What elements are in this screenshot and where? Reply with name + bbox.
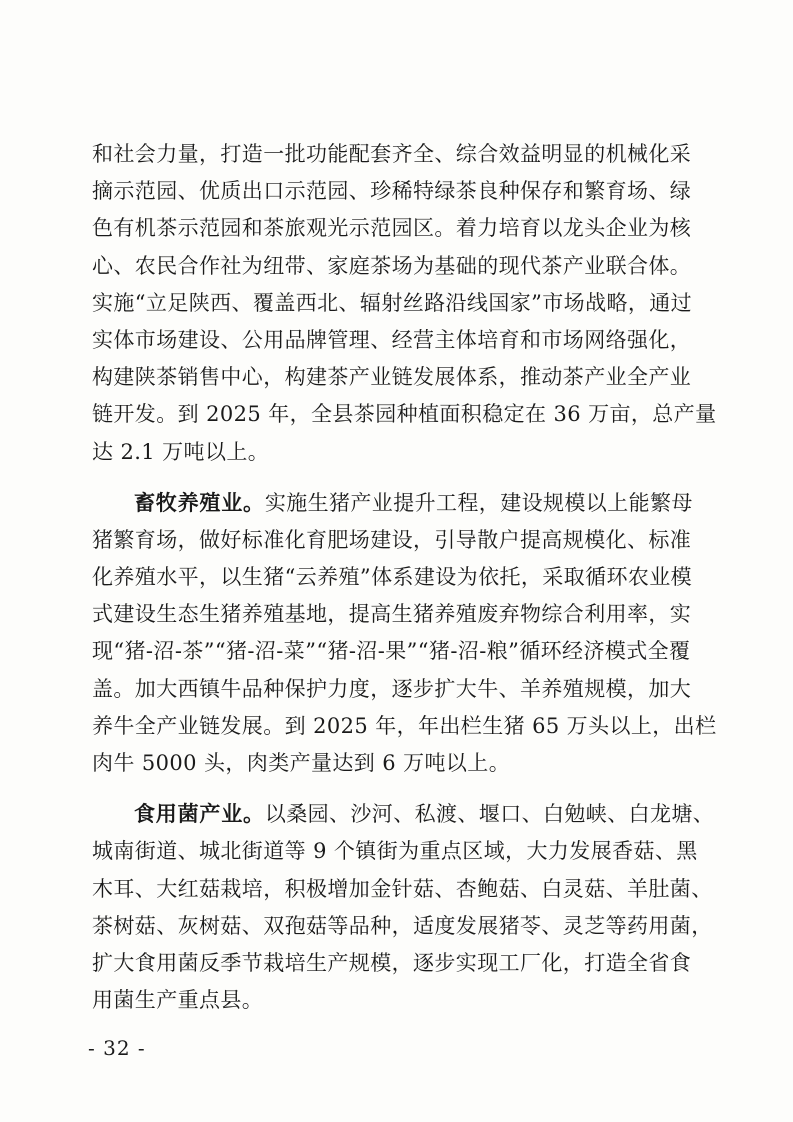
text-line: 心、农民合作社为纽带、家庭茶场为基础的现代茶产业联合体。 <box>92 253 692 278</box>
text-line: 猪繁育场，做好标准化育肥场建设，引导散户提高规模化、标准 <box>92 527 692 552</box>
text-line: 色有机茶示范园和茶旅观光示范园区。着力培育以龙头企业为核 <box>92 216 692 241</box>
text-line: 链开发。到 2025 年，全县茶园种植面积稳定在 36 万亩，总产量 <box>92 402 717 427</box>
text-line: 肉牛 5000 头，肉类产量达到 6 万吨以上。 <box>92 751 511 775</box>
text-line: 城南街道、城北街道等 9 个镇街为重点区域，大力发展香菇、黑 <box>92 839 698 864</box>
text-line: 和社会力量，打造一批功能配套齐全、综合效益明显的机械化采 <box>92 142 692 166</box>
page-number: - 32 - <box>88 1036 146 1060</box>
section-title-livestock: 畜牧养殖业。 <box>134 490 265 515</box>
text-line: 盖。加大西镇牛品种保护力度，逐步扩大牛、羊养殖规模，加大 <box>92 676 692 701</box>
paragraph-tea-industry <box>92 136 717 471</box>
text-line: 实体市场建设、公用品牌管理、经营主体培育和市场网络强化， <box>92 327 692 352</box>
text-run: 以桑园、沙河、私渡、堰口、白勉峡、白龙塘、 <box>264 802 715 827</box>
text-line: 式建设生态生猪养殖基地，提高生猪养殖废弃物综合利用率，实 <box>92 602 692 627</box>
text-line: 扩大食用菌反季节栽培生产规模，逐步实现工厂化，打造全省食 <box>92 950 692 975</box>
text-line: 实施“立足陕西、覆盖西北、辐射丝路沿线国家”市场战略，通过 <box>92 290 693 315</box>
text-line: 现“猪-沼-茶”“猪-沼-菜”“猪-沼-果”“猪-沼-粮”循环经济模式全覆 <box>92 639 691 664</box>
section-title-edible-fungi: 食用菌产业。 <box>134 802 265 827</box>
text-line: 茶树菇、灰树菇、双孢菇等品种，适度发展猪苓、灵芝等药用菌， <box>92 913 713 938</box>
text-line-first <box>92 796 715 833</box>
text-line: 养牛全产业链发展。到 2025 年，年出栏生猪 65 万头以上，出栏 <box>92 713 717 738</box>
text-run: 实施生猪产业提升工程，建设规模以上能繁母 <box>264 490 693 515</box>
paragraph-livestock <box>92 485 717 783</box>
text-line: 化养殖水平，以生猪“云养殖”体系建设为依托，采取循环农业模 <box>92 565 693 590</box>
document-body <box>92 136 717 1033</box>
text-line: 摘示范园、优质出口示范园、珍稀特绿茶良种保存和繁育场、绿 <box>92 179 692 204</box>
paragraph-edible-fungi <box>92 796 715 1019</box>
text-line: 木耳、大红菇栽培，积极增加金针菇、杏鲍菇、白灵菇、羊肚菌、 <box>92 876 713 901</box>
text-line: 构建陕茶销售中心，构建茶产业链发展体系，推动茶产业全产业 <box>92 365 692 390</box>
text-line: 达 2.1 万吨以上。 <box>92 439 270 464</box>
text-line-first <box>92 485 693 522</box>
text-line: 用菌生产重点县。 <box>92 988 264 1013</box>
